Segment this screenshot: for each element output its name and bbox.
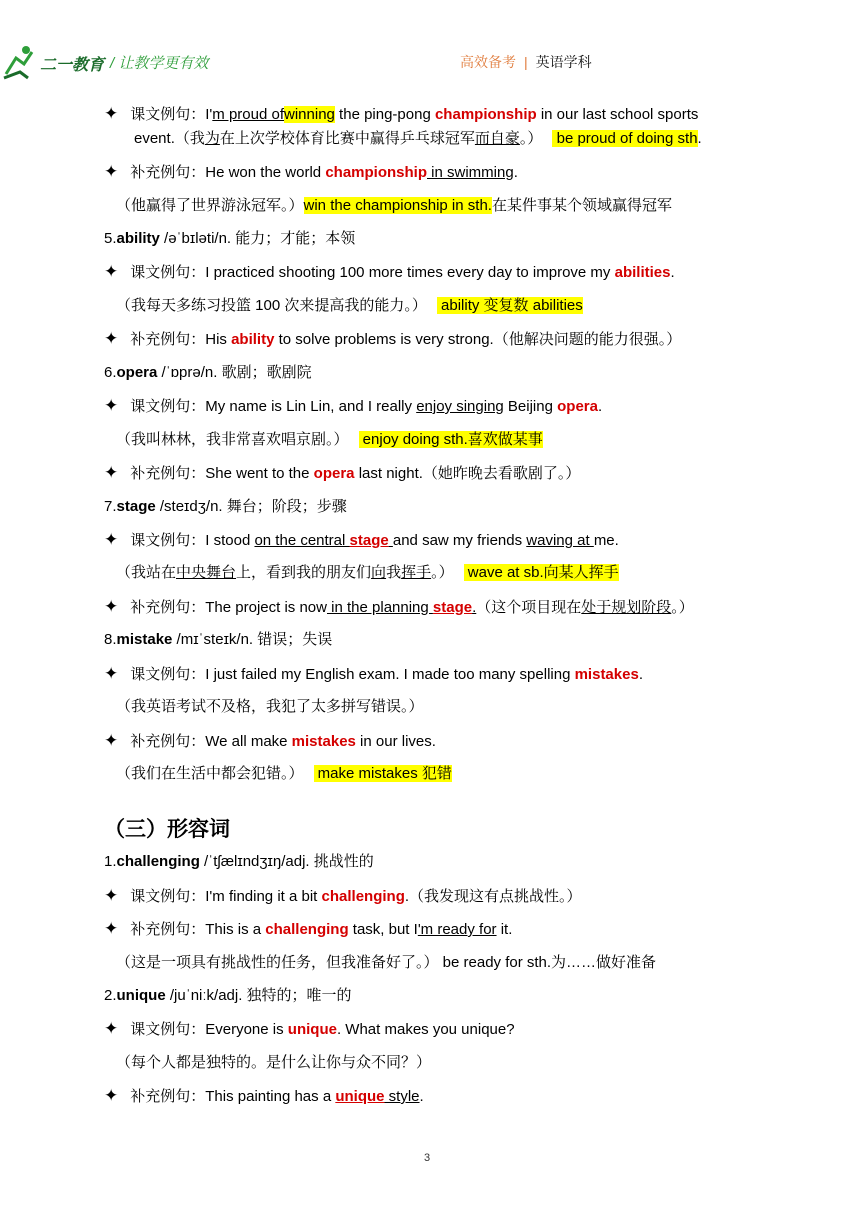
- example-line: ✦ 课文例句：I'm proud ofwinning the ping-pong championship in our last school sports: [104, 104, 699, 123]
- example-line: ✦ 补充例句：We all make mistakes in our lives.: [104, 731, 436, 750]
- translation-line: （我每天多练习投篮 100 次来提高我的能力。） ability 变复数 abilities: [116, 297, 583, 314]
- vocab-heading: 5.ability /əˈbɪləti/n. 能力；才能；本领: [104, 230, 356, 247]
- vocab-heading: 6.opera /ˈɒprə/n. 歌剧；歌剧院: [104, 364, 312, 381]
- bullet-icon: ✦: [104, 396, 119, 415]
- example-line: ✦ 补充例句：This painting has a unique style.: [104, 1086, 424, 1105]
- example-line: ✦ 补充例句：This is a challenging task, but I'm ready for it.: [104, 919, 513, 938]
- example-line: ✦ 补充例句：His ability to solve problems is very strong.（他解决问题的能力很强。）: [104, 329, 682, 348]
- logo-text: 二一教育: [40, 55, 105, 74]
- translation-line: （每个人都是独特的。是什么让你与众不同？）: [116, 1054, 432, 1071]
- page-header: [0, 0, 860, 90]
- example-line: ✦ 补充例句：The project is now in the planning stage.（这个项目现在处于规划阶段。）: [104, 597, 694, 616]
- example-line: ✦ 课文例句：I stood on the central stage and saw my friends waving at me.: [104, 530, 619, 549]
- section-heading: （三）形容词: [104, 818, 230, 841]
- vocab-heading: 2.unique /juˈniːk/adj. 独特的；唯一的: [104, 987, 352, 1004]
- vocab-heading: 1.challenging /ˈtʃælɪndʒɪŋ/adj. 挑战性的: [104, 853, 374, 870]
- translation-line: （我叫林林，我非常喜欢唱京剧。） enjoy doing sth.喜欢做某事: [116, 431, 543, 448]
- header-slogan: / 让教学更有效: [110, 55, 209, 72]
- example-line: ✦ 课文例句：My name is Lin Lin, and I really enjoy singing Beijing opera.: [104, 396, 603, 415]
- example-line: ✦ 补充例句：He won the world championship in swimming.: [104, 162, 518, 181]
- bullet-icon: ✦: [104, 919, 119, 938]
- page-number: 3: [424, 1152, 431, 1164]
- vocab-heading: 8.mistake /mɪˈsteɪk/n. 错误；失误: [104, 631, 333, 648]
- bullet-icon: ✦: [104, 463, 119, 482]
- bullet-icon: ✦: [104, 1086, 119, 1105]
- bullet-icon: ✦: [104, 530, 119, 549]
- bullet-icon: ✦: [104, 597, 119, 616]
- example-line: ✦ 课文例句：I just failed my English exam. I made too many spelling mistakes.: [104, 664, 643, 683]
- translation-line: （我英语考试不及格，我犯了太多拼写错误。）: [116, 698, 424, 715]
- example-line: ✦ 补充例句：She went to the opera last night.（她昨晚去看歌剧了。）: [104, 463, 581, 482]
- logo: [2, 44, 114, 82]
- translation-line: （我站在中央舞台上，看到我的朋友们向我挥手。） wave at sb.向某人挥手: [116, 564, 619, 581]
- header-subject: 高效备考 | 英语学科: [460, 54, 592, 70]
- vocab-heading: 7.stage /steɪdʒ/n. 舞台；阶段；步骤: [104, 498, 347, 515]
- bullet-icon: ✦: [104, 731, 119, 750]
- bullet-icon: ✦: [104, 886, 119, 905]
- example-line: ✦ 课文例句：Everyone is unique. What makes you unique?: [104, 1019, 515, 1038]
- bullet-icon: ✦: [104, 329, 119, 348]
- bullet-icon: ✦: [104, 664, 119, 683]
- bullet-icon: ✦: [104, 1019, 119, 1038]
- bullet-icon: ✦: [104, 104, 119, 123]
- example-line: event.（我为在上次学校体育比赛中赢得乒乓球冠军而自豪。） be proud of doing sth.: [134, 130, 702, 147]
- translation-line: （这是一项具有挑战性的任务，但我准备好了。） be ready for sth.为……做好准备: [116, 954, 657, 971]
- example-line: ✦ 课文例句：I practiced shooting 100 more times every day to improve my abilities.: [104, 262, 675, 281]
- translation-line: （我们在生活中都会犯错。） make mistakes 犯错: [116, 765, 452, 782]
- translation-line: （他赢得了世界游泳冠军。）win the championship in sth.在某件事某个领域赢得冠军: [116, 197, 672, 214]
- example-line: ✦ 课文例句：I'm finding it a bit challenging.（我发现这有点挑战性。）: [104, 886, 582, 905]
- bullet-icon: ✦: [104, 162, 119, 181]
- bullet-icon: ✦: [104, 262, 119, 281]
